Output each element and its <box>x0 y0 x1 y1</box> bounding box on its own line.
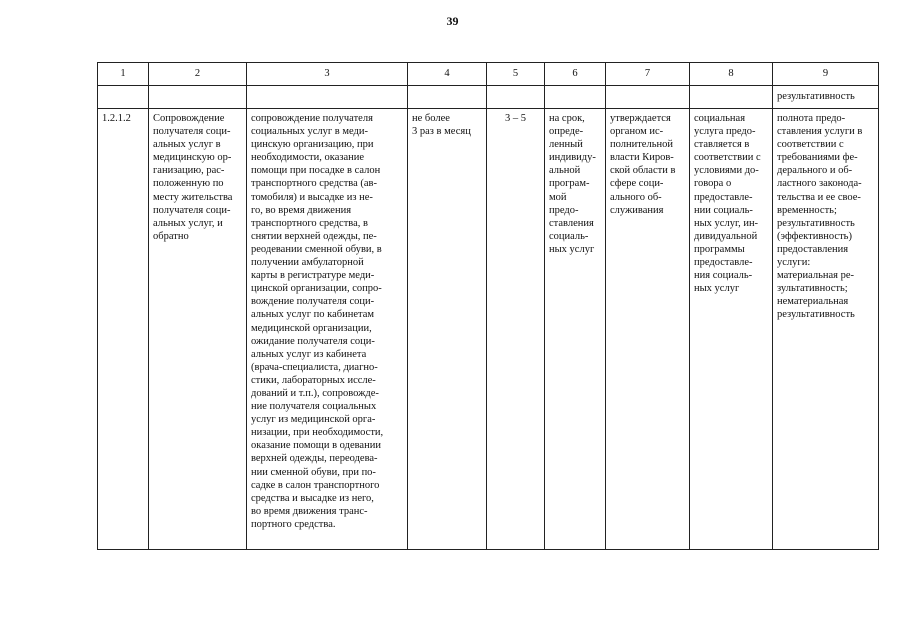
service-name: Сопровождение получателя соци- альных услуг в медицинскую ор- ганизацию, рас- положенную по месту жительства получателя соци- альных услуг, и обратно <box>149 109 247 550</box>
carry-cell-6 <box>545 86 606 109</box>
column-header-7: 7 <box>606 63 690 86</box>
column-header-1: 1 <box>98 63 149 86</box>
service-description: сопровождение получателя социальных услуг в меди- цинскую организацию, при необходимости, оказание помощи при посадке в салон транспортного средства (ав- томобиля) и высадке из не- го, во время движения транспортного средства, в снятии верхней одежды, пе- реодевании сменной обуви, в получении амбулаторной карты в регистратуре меди- цинской организации, сопро- вождение получателя соци- альных услуг по кабинетам медицинской организации, ожидание получателя соци- альных услуг из кабинета (врача-специалиста, диагно- стики, лабораторных иссле- дований и т.п.), сопровожде- ние получателя социальных услуг из медицинской орга- низации, при необходимости, оказание помощи в одевании верхней одежды, переодева- нии сменной обуви, при по- садке в салон транспортного средства и высадке из него, во время движения транс- портного средства. <box>247 109 408 550</box>
page-number: 39 <box>446 14 459 28</box>
service-conditions: социальная услуга предо- ставляется в соответствии с условиями до- говора о предоставле- нии социаль- ных услуг, ин- дивидуальной программы предоставле- ния социаль- ных услуг <box>690 109 773 550</box>
service-frequency: не более 3 раз в месяц <box>408 109 487 550</box>
carry-cell-4 <box>408 86 487 109</box>
carry-cell-7 <box>606 86 690 109</box>
service-duration: 3 – 5 <box>487 109 545 550</box>
carry-cell-1 <box>98 86 149 109</box>
services-table <box>97 62 879 550</box>
carry-cell-2 <box>149 86 247 109</box>
column-header-4: 4 <box>408 63 487 86</box>
service-tariff: утверждается органом ис- полнительной власти Киров- ской области в сфере соци- ального об- служивания <box>606 109 690 550</box>
carry-cell-3 <box>247 86 408 109</box>
service-quality-indicators: полнота предо- ставления услуги в соответствии с требованиями фе- дерального и об- ластного законода- тельства и ее свое- временность; результативность (эффективность) предоставления услуги: материальная ре- зультативность; нематериальная результативность <box>773 109 879 550</box>
carry-over-row <box>98 86 879 109</box>
column-header-8: 8 <box>690 63 773 86</box>
column-numbers-row <box>98 63 879 86</box>
column-header-5: 5 <box>487 63 545 86</box>
column-header-6: 6 <box>545 63 606 86</box>
table-row <box>98 109 879 550</box>
carry-cell-5 <box>487 86 545 109</box>
column-header-2: 2 <box>149 63 247 86</box>
service-term: на срок, опреде- ленный индивиду- альной програм- мой предо- ставления социаль- ных услуг <box>545 109 606 550</box>
service-number: 1.2.1.2 <box>98 109 149 550</box>
carry-cell-8 <box>690 86 773 109</box>
carry-cell-9: результативность <box>773 86 879 109</box>
column-header-9: 9 <box>773 63 879 86</box>
column-header-3: 3 <box>247 63 408 86</box>
